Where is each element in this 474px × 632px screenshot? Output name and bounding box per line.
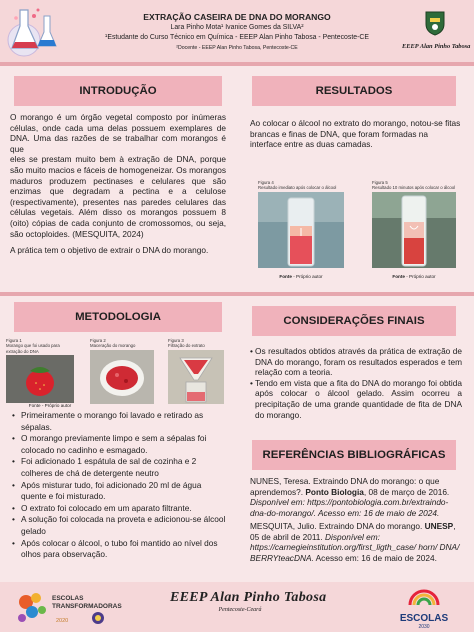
escolas-2030-logo [382,587,466,629]
results-heading: RESULTADOS [252,76,456,106]
footer-school-title: EEEP Alan Pinho Tabosa [170,590,327,605]
figure-3 [168,338,224,409]
authors: Lara Pinho Mota¹ Ivanice Gomes da SILVA² [170,24,304,31]
results-text: Ao colocar o álcool no extrato do morango, notou-se fitas brancas e finas de DNA, que foram formadas na interface entre as duas camadas. [250,118,461,150]
header-divider [0,62,474,66]
method-step: • Após misturar tudo, foi adicionado 20 ml de água quente e foi misturado. [12,480,226,503]
reference-2: MESQUITA, Julio. Extraindo DNA do morango. UNESP, 05 de abril de 2011. Disponível em: https://carnegieinstitution.org/first_ligth_case/ horn/ DNA/ BERRYteacDNA. Acesso em: 16 de maio de 2024. [250,521,460,563]
method-step: • Foi adicionado 1 espátula de sal de cozinha e 2 colheres de chá de detergente neutro [12,456,226,479]
figure-1 [6,338,74,408]
strawberry-photo [6,355,74,403]
figure-4 [258,180,344,279]
footer-left-text-2: TRANSFORMADORAS [52,603,122,610]
method-step: • Após colocar o álcool, o tubo foi mantido ao nível dos olhos para observação. [12,538,226,561]
figure-2-caption: Maceração do morango [90,343,136,349]
figure-1-title: Figura 1 [6,338,22,343]
footer-school-name [170,590,327,613]
refs-heading: REFERÊNCIAS BIBLIOGRÁFICAS [252,440,456,470]
intro-paragraph-1: O morango é um órgão vegetal composto por inúmeras células, onde cada uma delas possuem exemplares de DNA. Uma das razões de se trabalhar com morangos é que [10,112,226,154]
affiliation-teacher: ²Docente - EEEP Alan Pinho Tabosa, Pentecoste-CE [176,45,298,51]
intro-text [10,112,226,262]
crest-icon [424,10,446,36]
figure-2 [90,338,154,409]
intro-paragraph-2: A prática tem o objetivo de extrair o DNA do morango. [10,245,209,256]
method-figures-source: Fonte - Próprio autor [28,403,72,408]
affiliation-student: ¹Estudante do Curso Técnico em Química - EEEP Alan Pinho Tabosa - Pentecoste-CE [105,34,369,41]
figure-5-title: Figura 5 [372,180,388,185]
footer-left-year: 2020 [56,618,69,624]
poster-footer [0,582,474,632]
footer-left-text-1: ESCOLAS [52,595,84,602]
lab-flask-icon [4,2,62,60]
middle-divider [0,292,474,296]
figure-4-caption: Resultado imediato após colocar o álcool [258,185,337,191]
footer-right-text: ESCOLAS [399,613,449,624]
poster-header [0,0,474,62]
method-step: • A solução foi colocada na proveta e adicionou-se álcool gelado [12,514,226,537]
reference-1: NUNES, Teresa. Extraindo DNA do morango: o que aprendemos?. Ponto Biologia, 08 de março de 2016. Disponível em: https://pontobiologia.com.br/extraindo-dna-do-morango/. Acesso em: 16 de maio de 2024. [250,476,450,518]
filter-photo [168,350,224,404]
result-tube-photo-2 [372,192,456,268]
escolas-transformadoras-logo [12,588,162,628]
final-list [250,346,462,420]
method-step: • Primeiramente o morango foi lavado e retirado as sépalas. [12,410,226,433]
final-heading: CONSIDERAÇÕES FINAIS [252,306,456,336]
method-heading: METODOLOGIA [14,302,222,332]
intro-heading: INTRODUÇÃO [14,76,222,106]
figure-3-title: Figura 3 [168,338,184,343]
figure-4-title: Figura 4 [258,180,274,185]
method-steps-list [12,410,226,561]
refs-list [250,476,462,566]
footer-right-sub: 2030 [418,624,430,630]
figure-1-caption: Morango que foi usado para extração do DNA [6,343,60,354]
method-step: • O morango previamente limpo e sem a sépalas foi colocado no cadinho e esmagado. [12,433,226,456]
method-step: • O extrato foi colocado em um aparato filtrante. [12,503,226,515]
figure-5-source: Fonte - Próprio autor [392,273,436,279]
result-tube-photo-1 [258,192,344,268]
figure-5-caption: Resultado 10 minutos após colocar o álcool [372,185,456,191]
final-item: • Os resultados obtidos através da prática de extração de DNA do morango, foram os resultados esperados e tem relação com a teoria. [250,346,462,378]
transformadoras-logo-art [12,588,162,628]
footer-school-city: Pentecoste-Ceará [218,607,262,613]
school-logo-text: EEEP Alan Pinho Tabosa [402,43,471,50]
figure-4-source: Fonte - Próprio autor [279,273,323,279]
figure-5 [372,180,456,279]
figure-3-caption: Filtração do extrato [168,343,205,349]
final-item: • Tendo em vista que a fita do DNA do morango foi obtida após colocar o álcool gelado. Assim ocorreu a precipitação de uma grande quantidade de fita de DNA do morango. [250,378,462,420]
poster-title: EXTRAÇÃO CASEIRA DE DNA DO MORANGO [143,12,331,22]
crucible-photo [90,350,154,404]
figure-2-title: Figura 2 [90,338,106,343]
rainbow-wheel-icon [407,587,441,607]
intro-paragraph-1b: eles se prestam muito bem à extração de DNA, porque são muito macios e fáceis de homogeneizar. Os morangos maduros produzem pectinases e celulares que são enzimas que degradam a pectina e a celulose (respectivamente), presentes nas paredes celulares das células vegetais. Além disso os morangos possuem 8 (oito) cópias de cada conjunto de cromossomos, ou seja, são octoploides. (MESQUITA, 2024) [10,154,226,239]
school-logo [402,10,471,60]
